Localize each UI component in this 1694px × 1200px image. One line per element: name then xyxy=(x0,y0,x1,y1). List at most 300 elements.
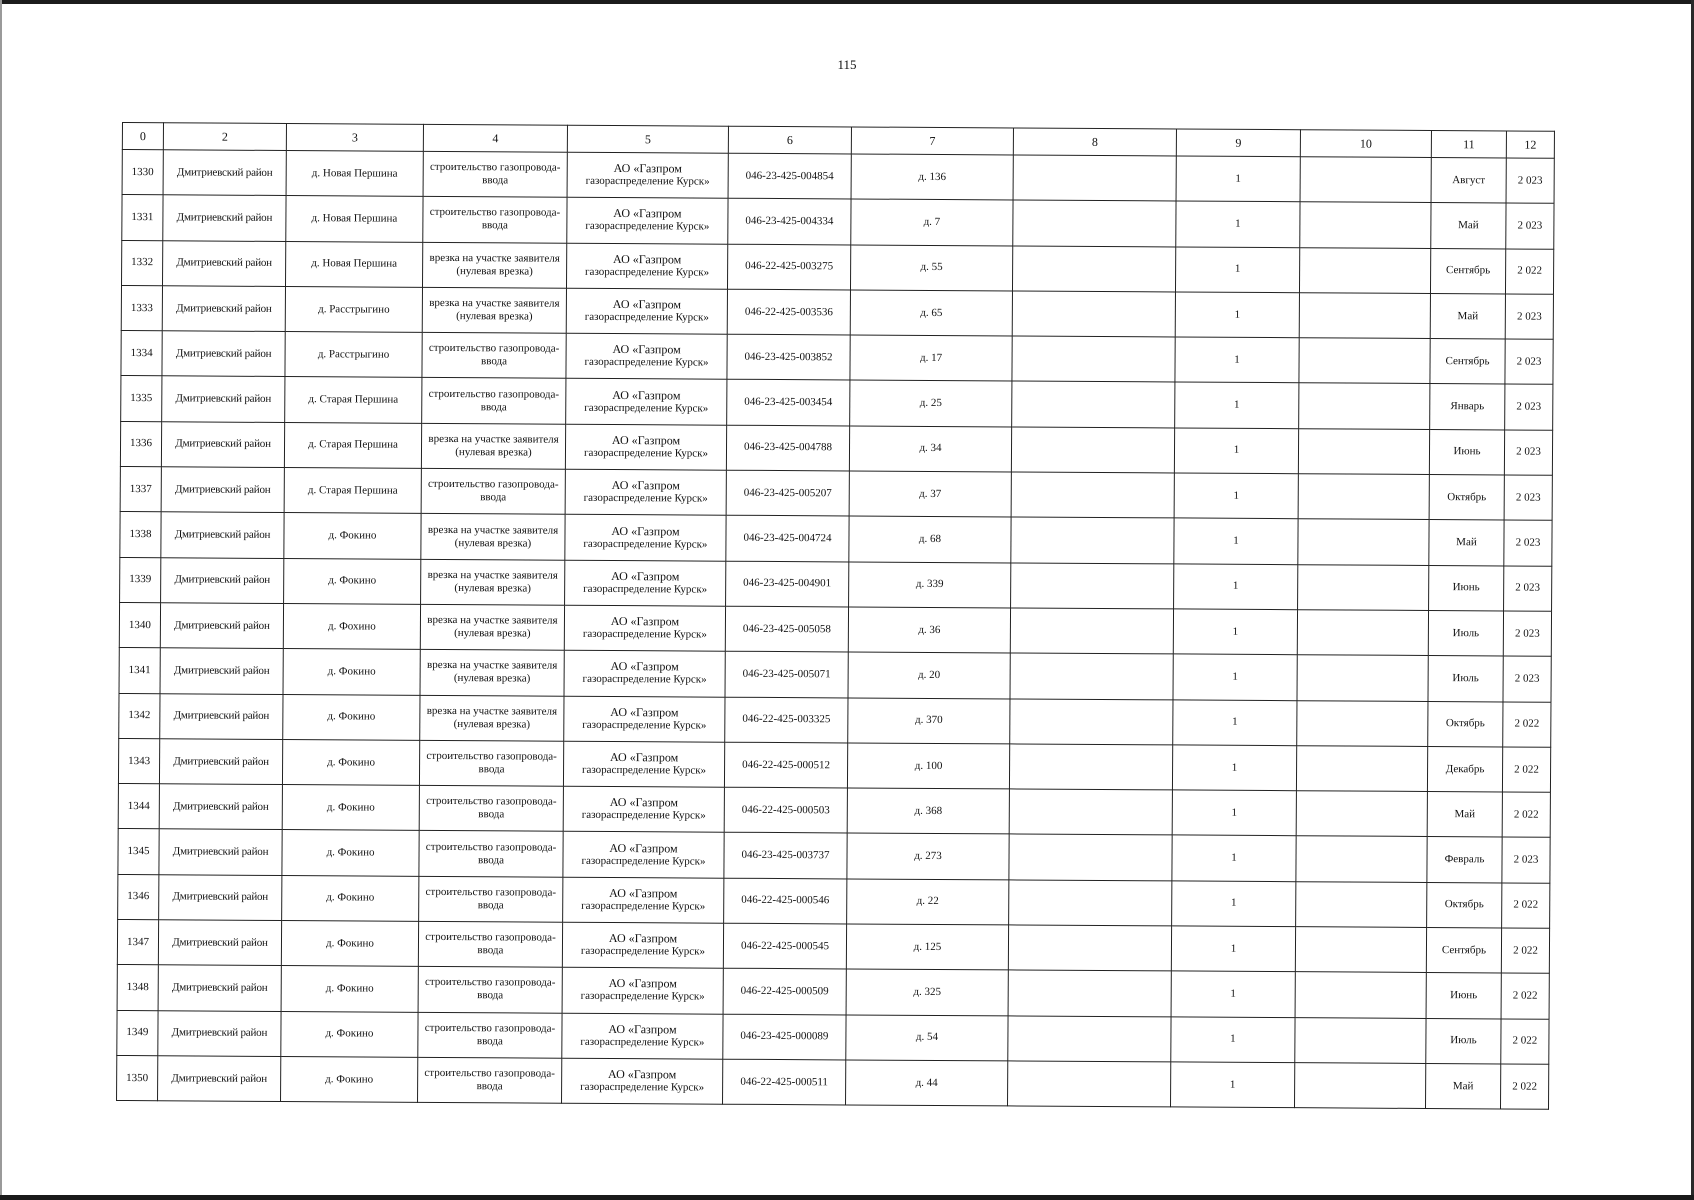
column-8-cell xyxy=(1009,880,1172,926)
column-10-cell xyxy=(1298,564,1429,610)
organization-cell xyxy=(563,741,724,787)
table-row xyxy=(117,1055,1549,1109)
column-header: 11 xyxy=(1431,130,1506,157)
organization-name-line-1: АО «Газпром xyxy=(610,704,679,720)
application-code-cell: 046-23-425-004854 xyxy=(728,153,851,199)
column-8-cell xyxy=(1013,155,1176,201)
locality-cell: д. Фокино xyxy=(283,649,420,695)
column-10-cell xyxy=(1296,791,1427,837)
column-header: 10 xyxy=(1300,130,1431,158)
row-number: 1344 xyxy=(118,784,159,830)
locality-cell: д. Фокино xyxy=(281,1056,418,1102)
column-10-cell xyxy=(1296,836,1427,882)
column-10-cell xyxy=(1298,519,1429,565)
district-cell: Дмитриевский район xyxy=(163,195,286,241)
month-cell: Декабрь xyxy=(1427,746,1502,792)
application-code-cell: 046-22-425-000545 xyxy=(723,923,846,969)
year-cell: 2 022 xyxy=(1501,1019,1549,1065)
column-header: 5 xyxy=(567,125,728,153)
quantity-cell: 1 xyxy=(1175,382,1299,428)
locality-cell: д. Фокино xyxy=(284,513,421,559)
organization-name-line-1: АО «Газпром xyxy=(609,840,678,856)
organization-name-line-2: газораспределение Курск» xyxy=(583,492,708,505)
month-cell: Август xyxy=(1431,157,1506,203)
column-8-cell xyxy=(1009,789,1172,835)
year-cell: 2 023 xyxy=(1504,566,1552,612)
column-8-cell xyxy=(1011,563,1174,609)
address-cell: д. 325 xyxy=(846,969,1008,1015)
row-number: 1337 xyxy=(120,467,161,513)
organization-name-line-2: газораспределение Курск» xyxy=(581,854,706,868)
locality-cell: д. Новая Першина xyxy=(286,151,423,197)
district-cell: Дмитриевский район xyxy=(159,874,282,920)
column-header: 12 xyxy=(1506,131,1554,158)
year-cell: 2 023 xyxy=(1502,837,1550,883)
work-type-cell: строительство газопровода-ввода xyxy=(418,921,562,967)
organization-name-line-2: газораспределение Курск» xyxy=(585,220,710,234)
organization-cell xyxy=(565,560,726,606)
work-type-cell: строительство газопровода-ввода xyxy=(423,197,567,243)
organization-name-line-1: АО «Газпром xyxy=(611,523,680,538)
month-cell: Октябрь xyxy=(1427,882,1502,928)
district-cell: Дмитриевский район xyxy=(160,603,283,649)
row-number: 1338 xyxy=(120,512,161,558)
address-cell: д. 7 xyxy=(851,199,1013,245)
quantity-cell: 1 xyxy=(1172,835,1296,881)
year-cell: 2 023 xyxy=(1504,520,1552,566)
address-cell: д. 339 xyxy=(849,562,1011,608)
organization-name-line-1: АО «Газпром xyxy=(612,387,681,403)
organization-cell xyxy=(562,1058,723,1104)
column-10-cell xyxy=(1294,1063,1425,1109)
organization-name-line-1: АО «Газпром xyxy=(608,976,677,991)
work-type-cell: строительство газопровода-ввода xyxy=(418,1057,562,1103)
district-cell: Дмитриевский район xyxy=(161,557,284,603)
year-cell: 2 023 xyxy=(1503,656,1551,702)
organization-name-line-2: газораспределение Курск» xyxy=(584,401,709,415)
locality-cell: д. Фокино xyxy=(283,694,420,740)
work-type-cell: врезка на участке заявителя (нулевая врезка) xyxy=(422,242,566,288)
organization-cell xyxy=(563,832,724,878)
quantity-cell: 1 xyxy=(1173,654,1297,700)
organization-name-line-1: АО «Газпром xyxy=(609,795,679,810)
organization-name-line-1: АО «Газпром xyxy=(611,432,681,448)
column-8-cell xyxy=(1010,608,1173,654)
quantity-cell: 1 xyxy=(1171,971,1295,1017)
address-cell: д. 273 xyxy=(847,833,1009,879)
application-code-cell: 046-23-425-003454 xyxy=(727,380,850,426)
column-10-cell xyxy=(1297,700,1428,746)
locality-cell: д. Старая Першина xyxy=(285,377,422,423)
year-cell: 2 023 xyxy=(1506,158,1554,204)
column-8-cell xyxy=(1010,653,1173,699)
column-header: 0 xyxy=(122,123,163,150)
locality-cell: д. Фокино xyxy=(282,875,419,921)
year-cell: 2 023 xyxy=(1506,203,1554,249)
quantity-cell: 1 xyxy=(1175,337,1299,383)
column-10-cell xyxy=(1297,655,1428,701)
organization-cell xyxy=(564,605,725,651)
year-cell: 2 022 xyxy=(1502,747,1550,793)
month-cell: Июль xyxy=(1426,1018,1501,1064)
quantity-cell: 1 xyxy=(1171,1062,1295,1108)
organization-name-line-1: АО «Газпром xyxy=(612,342,681,357)
organization-name-line-1: АО «Газпром xyxy=(611,568,680,584)
organization-name-line-2: газораспределение Курск» xyxy=(585,174,710,188)
row-number: 1349 xyxy=(117,1010,158,1056)
row-number: 1350 xyxy=(117,1055,158,1101)
organization-name-line-1: АО «Газпром xyxy=(609,749,679,765)
organization-cell xyxy=(562,1013,723,1059)
application-code-cell: 046-23-425-000089 xyxy=(723,1014,846,1060)
address-cell: д. 55 xyxy=(850,245,1012,291)
quantity-cell: 1 xyxy=(1172,790,1296,836)
address-cell: д. 125 xyxy=(846,924,1008,970)
column-header: 3 xyxy=(286,124,423,152)
locality-cell: д. Старая Першина xyxy=(284,422,421,468)
organization-name-line-2: газораспределение Курск» xyxy=(580,1035,705,1049)
address-cell: д. 65 xyxy=(850,290,1012,336)
address-cell: д. 44 xyxy=(846,1060,1008,1106)
quantity-cell: 1 xyxy=(1171,1017,1295,1063)
row-number: 1336 xyxy=(120,421,161,467)
organization-name-line-2: газораспределение Курск» xyxy=(583,537,708,551)
quantity-cell: 1 xyxy=(1174,473,1298,519)
organization-cell xyxy=(567,198,728,244)
application-code-cell: 046-23-425-005071 xyxy=(725,651,848,697)
quantity-cell: 1 xyxy=(1173,609,1297,655)
column-8-cell xyxy=(1012,246,1175,292)
column-8-cell xyxy=(1009,834,1172,880)
application-code-cell: 046-22-425-003536 xyxy=(727,289,850,335)
row-number: 1331 xyxy=(122,195,163,241)
organization-cell xyxy=(565,515,726,561)
organization-name-line-1: АО «Газпром xyxy=(612,297,682,312)
month-cell: Июль xyxy=(1428,610,1503,656)
month-cell: Сентябрь xyxy=(1426,928,1501,974)
locality-cell: д. Старая Першина xyxy=(284,468,421,514)
work-type-cell: врезка на участке заявителя (нулевая врезка) xyxy=(422,287,566,333)
column-10-cell xyxy=(1299,247,1430,293)
quantity-cell: 1 xyxy=(1175,292,1299,338)
application-code-cell: 046-22-425-000546 xyxy=(724,878,847,924)
work-type-cell: врезка на участке заявителя (нулевая врезка) xyxy=(420,604,564,650)
organization-name-line-2: газораспределение Курск» xyxy=(583,446,709,460)
work-type-cell: строительство газопровода-ввода xyxy=(419,876,563,922)
organization-name-line-2: газораспределение Курск» xyxy=(583,582,708,596)
year-cell: 2 023 xyxy=(1503,611,1551,657)
column-8-cell xyxy=(1008,1061,1171,1107)
work-type-cell: строительство газопровода-ввода xyxy=(422,333,566,379)
organization-name-line-2: газораспределение Курск» xyxy=(580,1080,705,1094)
column-8-cell xyxy=(1008,970,1171,1016)
organization-name-line-2: газораспределение Курск» xyxy=(581,899,706,913)
application-code-cell: 046-23-425-003737 xyxy=(724,833,847,879)
column-header: 6 xyxy=(728,126,851,154)
address-cell: д. 36 xyxy=(848,607,1010,653)
organization-name-line-1: АО «Газпром xyxy=(609,885,678,901)
month-cell: Июль xyxy=(1428,656,1503,702)
application-code-cell: 046-22-425-000511 xyxy=(723,1059,846,1105)
column-8-cell xyxy=(1009,744,1172,790)
address-cell: д. 37 xyxy=(849,471,1011,517)
organization-name-line-2: газораспределение Курск» xyxy=(584,310,709,324)
month-cell: Май xyxy=(1429,520,1504,566)
column-8-cell xyxy=(1012,291,1175,337)
month-cell: Июнь xyxy=(1429,429,1504,475)
organization-cell xyxy=(562,968,723,1014)
work-type-cell: строительство газопровода-ввода xyxy=(419,831,563,877)
quantity-cell: 1 xyxy=(1173,699,1297,745)
organization-name-line-1: АО «Газпром xyxy=(608,1067,677,1082)
work-type-cell: строительство газопровода-ввода xyxy=(419,740,563,786)
organization-name-line-2: газораспределение Курск» xyxy=(585,265,710,279)
month-cell: Сентябрь xyxy=(1430,248,1505,294)
column-10-cell xyxy=(1295,972,1426,1018)
row-number: 1343 xyxy=(118,738,159,784)
organization-cell xyxy=(567,152,728,198)
column-10-cell xyxy=(1299,338,1430,384)
quantity-cell: 1 xyxy=(1171,926,1295,972)
district-cell: Дмитриевский район xyxy=(158,1056,281,1102)
column-10-cell xyxy=(1298,428,1429,474)
column-10-cell xyxy=(1299,383,1430,429)
organization-cell xyxy=(566,243,727,289)
work-type-cell: строительство газопровода-ввода xyxy=(423,151,567,197)
organization-name-line-2: газораспределение Курск» xyxy=(582,627,707,641)
address-cell: д. 25 xyxy=(850,380,1012,426)
application-code-cell: 046-23-425-004901 xyxy=(726,561,849,607)
column-10-cell xyxy=(1299,293,1430,339)
column-8-cell xyxy=(1011,472,1174,518)
organization-name-line-2: газораспределение Курск» xyxy=(582,673,707,686)
quantity-cell: 1 xyxy=(1174,564,1298,610)
district-cell: Дмитриевский район xyxy=(159,784,282,830)
column-10-cell xyxy=(1297,610,1428,656)
quantity-cell: 1 xyxy=(1174,518,1298,564)
locality-cell: д. Фокино xyxy=(281,1011,418,1057)
work-type-cell: врезка на участке заявителя (нулевая врезка) xyxy=(421,423,565,469)
quantity-cell: 1 xyxy=(1172,881,1296,927)
column-8-cell xyxy=(1008,925,1171,971)
locality-cell: д. Фохино xyxy=(283,603,420,649)
row-number: 1346 xyxy=(118,874,159,920)
column-8-cell xyxy=(1012,381,1175,427)
quantity-cell: 1 xyxy=(1174,428,1298,474)
row-number: 1335 xyxy=(121,376,162,422)
organization-cell xyxy=(566,379,727,425)
quantity-cell: 1 xyxy=(1176,156,1300,202)
month-cell: Январь xyxy=(1430,384,1505,430)
district-cell: Дмитриевский район xyxy=(163,240,286,286)
work-type-cell: строительство газопровода-ввода xyxy=(422,378,566,424)
year-cell: 2 023 xyxy=(1505,384,1553,430)
column-header: 8 xyxy=(1013,128,1176,156)
column-8-cell xyxy=(1011,427,1174,473)
column-8-cell xyxy=(1010,698,1173,744)
year-cell: 2 023 xyxy=(1504,430,1552,476)
organization-name-line-1: АО «Газпром xyxy=(613,251,682,267)
scan-border-bottom xyxy=(0,1195,1694,1200)
row-number: 1345 xyxy=(118,829,159,875)
year-cell: 2 022 xyxy=(1502,792,1550,838)
column-header: 7 xyxy=(851,127,1013,155)
address-cell: д. 68 xyxy=(849,516,1011,562)
table-body xyxy=(117,150,1555,1110)
column-header: 9 xyxy=(1176,129,1300,157)
row-number: 1334 xyxy=(121,331,162,377)
scan-border-left xyxy=(0,0,2,1200)
application-code-cell: 046-23-425-004334 xyxy=(728,199,851,245)
application-code-cell: 046-22-425-000509 xyxy=(723,969,846,1015)
address-cell: д. 20 xyxy=(848,652,1010,698)
month-cell: Май xyxy=(1425,1063,1500,1109)
address-cell: д. 136 xyxy=(851,154,1013,200)
district-cell: Дмитриевский район xyxy=(163,150,286,196)
locality-cell: д. Фокино xyxy=(282,785,419,831)
column-8-cell xyxy=(1008,1016,1171,1062)
row-number: 1330 xyxy=(122,150,163,196)
column-10-cell xyxy=(1296,881,1427,927)
locality-cell: д. Фокино xyxy=(282,739,419,785)
month-cell: Июнь xyxy=(1426,973,1501,1019)
district-cell: Дмитриевский район xyxy=(159,739,282,785)
application-code-cell: 046-23-425-003852 xyxy=(727,334,850,380)
organization-cell xyxy=(564,650,725,696)
application-code-cell: 046-23-425-005207 xyxy=(726,470,849,516)
locality-cell: д. Фокино xyxy=(281,921,418,967)
year-cell: 2 022 xyxy=(1502,883,1550,929)
organization-cell xyxy=(565,424,726,470)
column-10-cell xyxy=(1300,202,1431,248)
scan-border-top xyxy=(0,0,1694,4)
work-type-cell: врезка на участке заявителя (нулевая врезка) xyxy=(420,650,564,696)
work-type-cell: строительство газопровода-ввода xyxy=(421,468,565,514)
month-cell: Май xyxy=(1427,792,1502,838)
district-cell: Дмитриевский район xyxy=(162,286,285,332)
address-cell: д. 370 xyxy=(848,698,1010,744)
year-cell: 2 022 xyxy=(1501,928,1549,974)
year-cell: 2 022 xyxy=(1500,1064,1548,1110)
organization-name-line-1: АО «Газпром xyxy=(613,161,682,176)
year-cell: 2 022 xyxy=(1501,973,1549,1019)
row-number: 1341 xyxy=(119,648,160,694)
year-cell: 2 023 xyxy=(1505,339,1553,385)
quantity-cell: 1 xyxy=(1172,745,1296,791)
application-code-cell: 046-23-425-005058 xyxy=(725,606,848,652)
district-cell: Дмитриевский район xyxy=(160,648,283,694)
page-number: 115 xyxy=(837,57,857,72)
column-10-cell xyxy=(1296,746,1427,792)
organization-name-line-1: АО «Газпром xyxy=(613,206,682,221)
organization-cell xyxy=(565,469,726,515)
organization-name-line-2: газораспределение Курск» xyxy=(581,763,707,777)
district-cell: Дмитриевский район xyxy=(162,331,285,377)
organization-cell xyxy=(563,786,724,832)
locality-cell: д. Расстрыгино xyxy=(285,332,422,378)
register-table xyxy=(116,122,1555,1110)
application-code-cell: 046-22-425-000512 xyxy=(724,742,847,788)
organization-name-line-2: газораспределение Курск» xyxy=(582,718,707,732)
column-header: 4 xyxy=(423,124,567,152)
organization-name-line-1: АО «Газпром xyxy=(610,659,679,674)
row-number: 1340 xyxy=(119,602,160,648)
work-type-cell: врезка на участке заявителя (нулевая врезка) xyxy=(420,695,564,741)
year-cell: 2 022 xyxy=(1505,249,1553,295)
column-10-cell xyxy=(1300,157,1431,203)
application-code-cell: 046-22-425-000503 xyxy=(724,787,847,833)
year-cell: 2 023 xyxy=(1505,294,1553,340)
row-number: 1332 xyxy=(122,240,163,286)
month-cell: Май xyxy=(1430,293,1505,339)
column-8-cell xyxy=(1012,336,1175,382)
month-cell: Сентябрь xyxy=(1430,339,1505,385)
month-cell: Июнь xyxy=(1429,565,1504,611)
column-10-cell xyxy=(1295,1017,1426,1063)
organization-name-line-2: газораспределение Курск» xyxy=(580,945,706,958)
row-number: 1333 xyxy=(121,285,162,331)
district-cell: Дмитриевский район xyxy=(161,422,284,468)
work-type-cell: строительство газопровода-ввода xyxy=(419,785,563,831)
organization-name-line-1: АО «Газпром xyxy=(608,931,678,946)
month-cell: Октябрь xyxy=(1429,475,1504,521)
application-code-cell: 046-23-425-004724 xyxy=(726,516,849,562)
locality-cell: д. Фокино xyxy=(282,830,419,876)
district-cell: Дмитриевский район xyxy=(161,467,284,513)
work-type-cell: строительство газопровода-ввода xyxy=(418,967,562,1013)
column-header: 2 xyxy=(163,123,286,151)
address-cell: д. 17 xyxy=(850,335,1012,381)
locality-cell: д. Новая Першина xyxy=(285,241,422,287)
column-8-cell xyxy=(1013,200,1176,246)
locality-cell: д. Фокино xyxy=(284,558,421,604)
row-number: 1347 xyxy=(117,920,158,966)
row-number: 1348 xyxy=(117,965,158,1011)
organization-cell xyxy=(564,696,725,742)
organization-cell xyxy=(563,877,724,923)
district-cell: Дмитриевский район xyxy=(159,829,282,875)
month-cell: Май xyxy=(1431,203,1506,249)
district-cell: Дмитриевский район xyxy=(162,376,285,422)
address-cell: д. 368 xyxy=(847,788,1009,834)
organization-name-line-2: газораспределение Курск» xyxy=(581,809,706,822)
district-cell: Дмитриевский район xyxy=(161,512,284,558)
work-type-cell: врезка на участке заявителя (нулевая врезка) xyxy=(421,559,565,605)
column-10-cell xyxy=(1295,927,1426,973)
month-cell: Октябрь xyxy=(1428,701,1503,747)
organization-cell xyxy=(562,922,723,968)
column-10-cell xyxy=(1298,474,1429,520)
locality-cell: д. Новая Першина xyxy=(286,196,423,242)
district-cell: Дмитриевский район xyxy=(160,693,283,739)
address-cell: д. 22 xyxy=(847,879,1009,925)
organization-name-line-2: газораспределение Курск» xyxy=(584,356,709,369)
organization-cell xyxy=(566,288,727,334)
column-8-cell xyxy=(1011,517,1174,563)
quantity-cell: 1 xyxy=(1175,247,1299,293)
row-number: 1339 xyxy=(120,557,161,603)
work-type-cell: строительство газопровода-ввода xyxy=(418,1012,562,1058)
organization-name-line-1: АО «Газпром xyxy=(610,614,680,629)
year-cell: 2 022 xyxy=(1503,702,1551,748)
address-cell: д. 34 xyxy=(849,426,1011,472)
organization-cell xyxy=(566,333,727,379)
address-cell: д. 54 xyxy=(846,1015,1008,1061)
application-code-cell: 046-22-425-003275 xyxy=(727,244,850,290)
district-cell: Дмитриевский район xyxy=(158,1010,281,1056)
row-number: 1342 xyxy=(119,693,160,739)
district-cell: Дмитриевский район xyxy=(158,920,281,966)
